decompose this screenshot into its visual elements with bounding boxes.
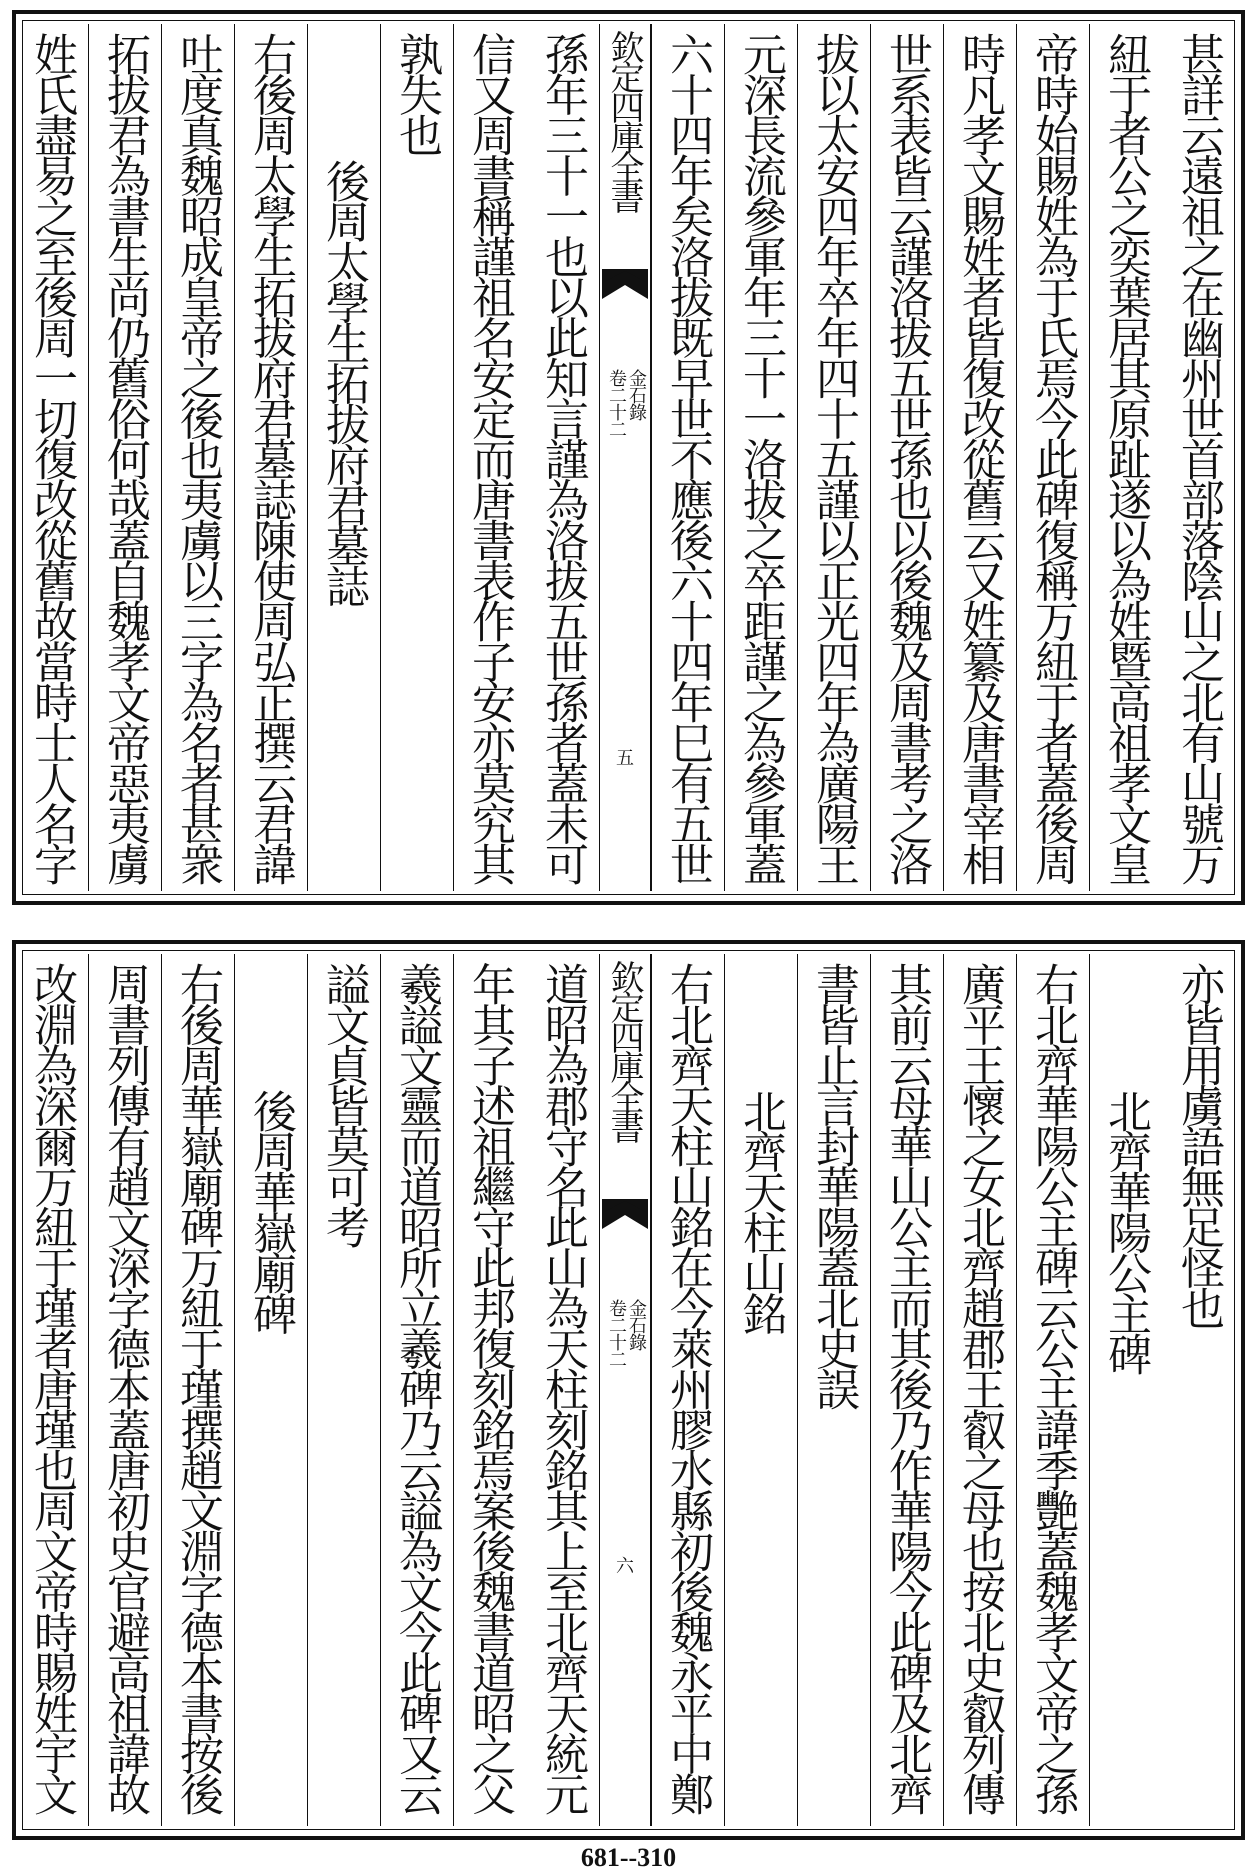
text-column <box>526 954 599 1826</box>
entry-heading: 北齊華陽公主碑 <box>1100 1089 1151 1373</box>
text-column <box>453 24 526 891</box>
book-title: 金石錄 <box>626 1299 647 1350</box>
top-page <box>12 10 1245 905</box>
library-title: 欽定四庫全書 <box>604 960 644 1140</box>
text-column <box>1162 24 1235 891</box>
column-text: 謚文貞皆莫可考 <box>318 962 369 1246</box>
column-text: 甚詳云遠祖之在幽州世首部落陰山之北有山號万 <box>1173 32 1224 883</box>
column-text: 元深長流參軍年三十一洛拔之卒距謹之為參軍蓋 <box>735 32 786 883</box>
column-text: 六十四年矣洛拔既早世不應後六十四年巳有五世 <box>662 32 713 883</box>
page-gutter <box>599 24 651 891</box>
column-text: 吐度真魏昭成皇帝之後也夷虜以三字為名者甚衆 <box>172 32 223 883</box>
text-column <box>380 954 453 1826</box>
text-column <box>797 954 870 1826</box>
library-title: 欽定四庫全書 <box>604 30 644 210</box>
volume-info <box>600 369 650 569</box>
fish-tail-icon <box>602 269 648 317</box>
text-column <box>88 954 161 1826</box>
column-text: 孫年三十一也以此知言謹為洛拔五世孫者蓋未可 <box>537 32 588 883</box>
column-text: 右北齊天柱山銘在今萊州膠水縣初後魏永平中鄭 <box>662 962 713 1813</box>
entry-heading: 後周太學生拓拔府君墓誌 <box>318 159 369 605</box>
text-column <box>870 24 943 891</box>
text-column <box>1162 954 1235 1826</box>
column-text: 姓氏盡易之至後周一切復改從舊故當時士人名字 <box>26 32 77 883</box>
bottom-page <box>12 940 1245 1840</box>
text-column <box>453 954 526 1826</box>
entry-heading-column <box>307 24 380 891</box>
leaf-number: 六 <box>616 1556 634 1577</box>
fish-tail-icon <box>602 1199 648 1247</box>
page-gutter <box>599 954 651 1826</box>
entry-heading: 北齊天柱山銘 <box>735 1089 786 1332</box>
column-text: 道昭為郡守名此山為天柱刻銘其上至北齊天統元 <box>537 962 588 1813</box>
top-page-columns <box>26 24 1231 891</box>
volume-number: 卷二十二 <box>606 369 627 437</box>
entry-heading-column <box>1089 954 1162 1826</box>
text-column <box>870 954 943 1826</box>
text-column <box>380 24 453 891</box>
column-text: 改淵為深爾万紐于瑾者唐瑾也周文帝時賜姓宇文 <box>26 962 77 1813</box>
leaf-number: 五 <box>616 748 634 769</box>
entry-heading-column <box>234 954 307 1826</box>
bottom-page-columns <box>26 954 1231 1826</box>
column-text: 廣平王懷之女北齊趙郡王叡之母也按北史叡列傳 <box>954 962 1005 1813</box>
volume-number: 卷二十二 <box>606 1299 627 1367</box>
column-text: 右後周華嶽廟碑万紐于瑾撰趙文淵字德本書按後 <box>172 962 223 1813</box>
text-column <box>161 954 234 1826</box>
column-text: 其前云母華山公主而其後乃作華陽今此碑及北齊 <box>881 962 932 1813</box>
column-text: 世系表皆云謹洛拔五世孫也以後魏及周書考之洛 <box>881 32 932 883</box>
entry-heading: 後周華嶽廟碑 <box>245 1089 296 1332</box>
text-column <box>797 24 870 891</box>
column-text: 右後周太學生拓拔府君墓誌陳使周弘正撰云君諱 <box>245 32 296 883</box>
text-column <box>15 24 88 891</box>
text-column <box>15 954 88 1826</box>
column-text: 拓拔君為書生尚仍舊俗何哉蓋自魏孝文帝惡夷虜 <box>99 32 150 883</box>
column-text: 右北齊華陽公主碑云公主諱季艷蓋魏孝文帝之孫 <box>1027 962 1078 1813</box>
column-text: 時凡孝文賜姓者皆復改從舊云又姓纂及唐書宰相 <box>954 32 1005 883</box>
column-text: 孰失也 <box>391 32 442 154</box>
column-text: 亦皆用虜語無足怪也 <box>1173 962 1224 1327</box>
column-text: 周書列傳有趙文深字德本蓋唐初史官避高祖諱故 <box>99 962 150 1813</box>
text-column <box>88 24 161 891</box>
text-column <box>234 24 307 891</box>
book-title: 金石錄 <box>626 369 647 420</box>
column-text: 紐于者公之奕葉居其原趾遂以為姓暨高祖孝文皇 <box>1100 32 1151 883</box>
text-column <box>526 24 599 891</box>
text-column <box>1016 954 1089 1826</box>
entry-heading-column <box>724 954 797 1826</box>
volume-info <box>600 1299 650 1499</box>
text-column <box>943 954 1016 1826</box>
column-text: 年其子述祖繼守此邦復刻銘焉案後魏書道昭之父 <box>464 962 515 1813</box>
text-column <box>1016 24 1089 891</box>
column-text: 信又周書稱謹祖名安定而唐書表作子安亦莫究其 <box>464 32 515 883</box>
text-column <box>161 24 234 891</box>
column-text: 拔以太安四年卒年四十五謹以正光四年為廣陽王 <box>808 32 859 883</box>
column-text: 羲謚文靈而道昭所立羲碑乃云謚為文今此碑又云 <box>391 962 442 1813</box>
column-text: 書皆止言封華陽蓋北史誤 <box>808 962 859 1408</box>
text-column <box>307 954 380 1826</box>
text-column <box>724 24 797 891</box>
text-column <box>651 954 724 1826</box>
text-column <box>1089 24 1162 891</box>
column-text: 帝時始賜姓為于氏焉今此碑復稱万紐于者蓋後周 <box>1027 32 1078 883</box>
footer-page-number: 681--310 <box>580 1843 677 1872</box>
text-column <box>651 24 724 891</box>
text-column <box>943 24 1016 891</box>
